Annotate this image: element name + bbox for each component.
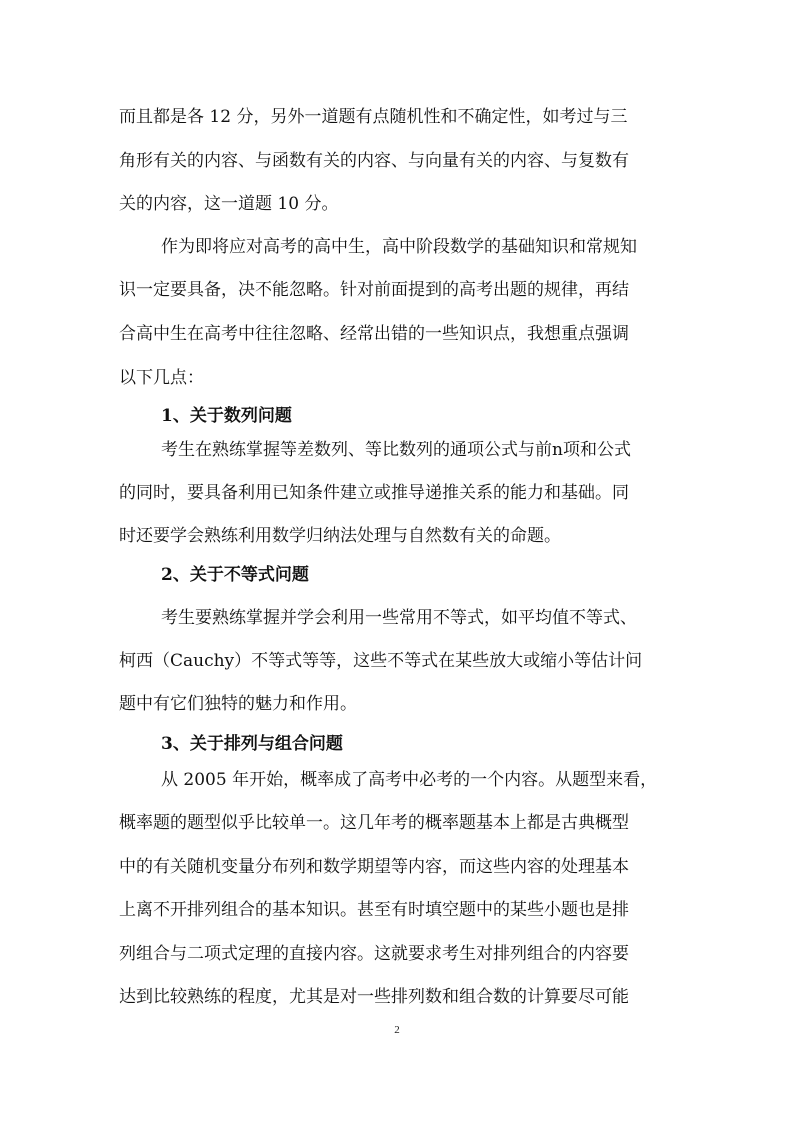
- text-line: 概率题的题型似乎比较单一。这几年考的概率题基本上都是古典概型: [119, 813, 629, 833]
- text-line: 达到比较熟练的程度，尤其是对一些排列数和组合数的计算要尽可能: [119, 987, 629, 1007]
- text-line: 题中有它们独特的魅力和作用。: [119, 694, 357, 714]
- text-line: 上离不开排列组合的基本知识。甚至有时填空题中的某些小题也是排: [119, 900, 629, 920]
- text-line: 识一定要具备，决不能忽略。针对前面提到的高考出题的规律，再结: [119, 280, 629, 300]
- text-line: 作为即将应对高考的高中生，高中阶段数学的基础知识和常规知: [161, 237, 637, 257]
- text-line: 角形有关的内容、与函数有关的内容、与向量有关的内容、与复数有: [119, 151, 629, 171]
- text-line: 中的有关随机变量分布列和数学期望等内容，而这些内容的处理基本: [119, 857, 629, 877]
- text-line: 柯西（Cauchy）不等式等等，这些不等式在某些放大或缩小等估计问: [119, 651, 643, 671]
- section-heading: 2、关于不等式问题: [161, 565, 309, 585]
- section-heading: 3、关于排列与组合问题: [161, 734, 343, 754]
- text-line: 列组合与二项式定理的直接内容。这就要求考生对排列组合的内容要: [119, 944, 629, 964]
- section-heading: 1、关于数列问题: [161, 406, 292, 426]
- text-line: 以下几点：: [119, 368, 204, 388]
- text-line: 时还要学会熟练利用数学归纳法处理与自然数有关的命题。: [119, 526, 561, 546]
- text-line: 而且都是各 12 分，另外一道题有点随机性和不确定性，如考过与三: [119, 107, 628, 127]
- text-line: 合高中生在高考中往往忽略、经常出错的一些知识点，我想重点强调: [119, 324, 629, 344]
- page-number: 2: [394, 1024, 400, 1036]
- text-line: 考生要熟练掌握并学会利用一些常用不等式，如平均值不等式、: [161, 608, 637, 628]
- text-line: 关的内容，这一道题 10 分。: [119, 194, 339, 214]
- text-line: 的同时，要具备利用已知条件建立或推导递推关系的能力和基础。同: [119, 483, 629, 503]
- text-line: 从 2005 年开始，概率成了高考中必考的一个内容。从题型来看，: [161, 770, 658, 790]
- text-line: 考生在熟练掌握等差数列、等比数列的通项公式与前n项和公式: [161, 440, 631, 460]
